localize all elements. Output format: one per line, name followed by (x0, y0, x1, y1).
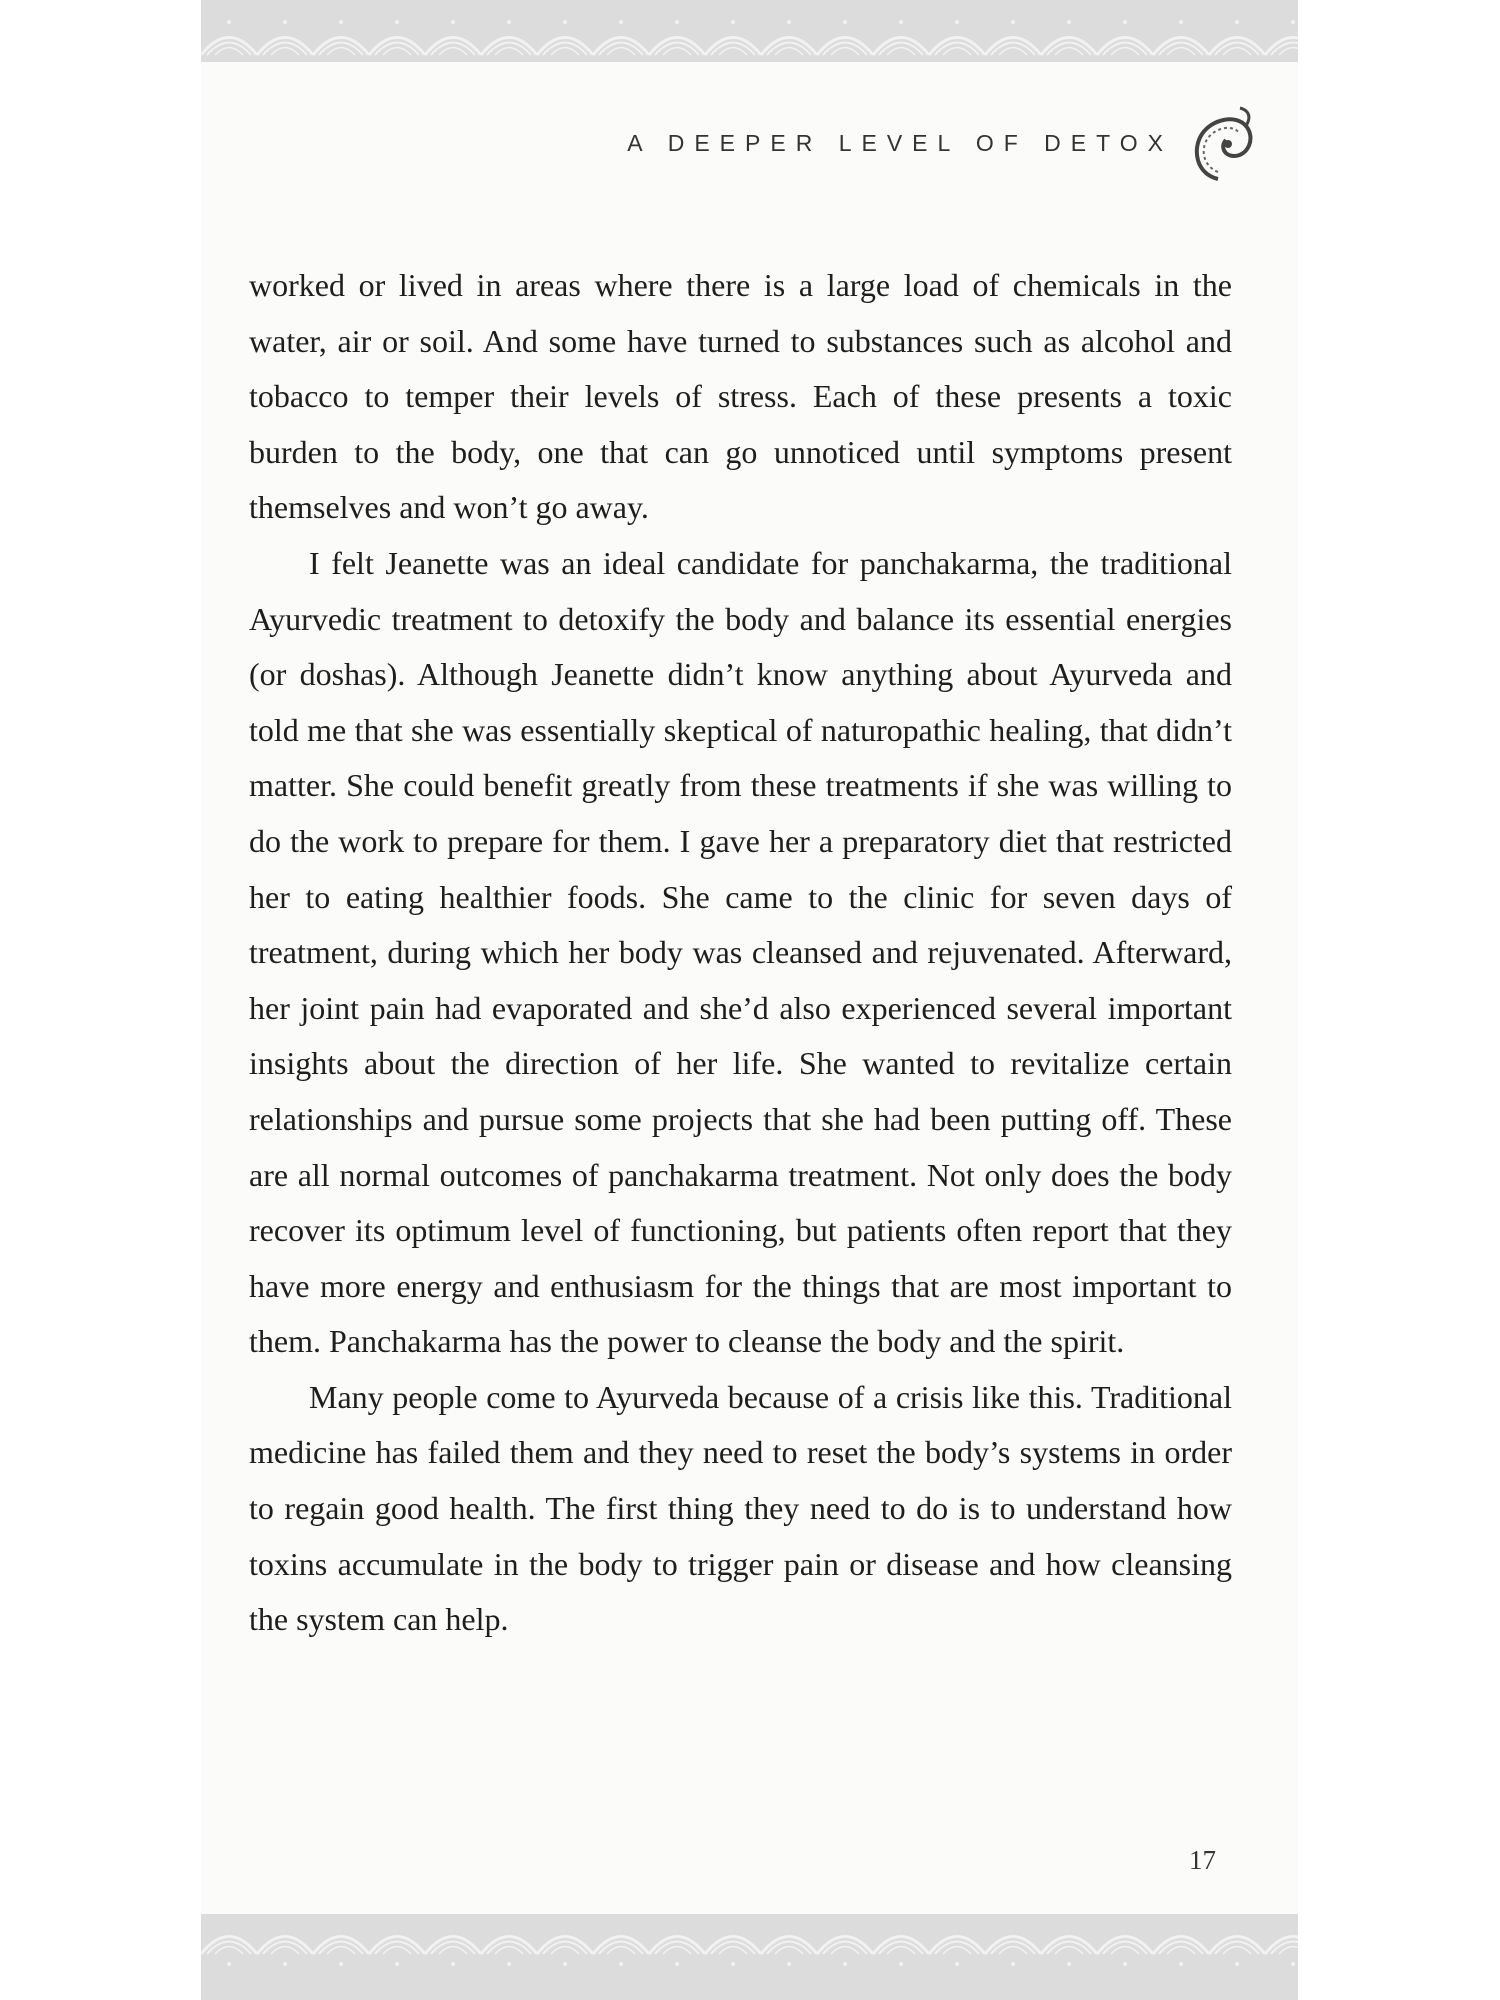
paragraph: I felt Jeanette was an ideal candidate for panchakarma, the traditional Ayurvedic treatment to detoxify the body and balance its essential energies (or doshas). Although Jeanette didn’t know anything about Ayurveda and told me that she was essentially skeptical of naturopathic healing, that didn’t matter. She could benefit greatly from these treatments if she was willing to do the work to prepare for them. I gave her a preparatory diet that restricted her to eating healthier foods. She came to the clinic for seven days of treatment, during which her body was cleansed and rejuvenated. Afterward, her joint pain had evaporated and she’d also experienced several important insights about the direction of her life. She wanted to revitalize certain relationships and pursue some projects that she had been putting off. These are all normal outcomes of panchakarma treatment. Not only does the body recover its optimum level of functioning, but patients often report that they have more energy and enthusiasm for the things that are most important to them. Panchakarma has the power to cleanse the body and the spirit. (249, 544, 1232, 1360)
paragraph: Many people come to Ayurveda because of a crisis like this. Traditional medicine has failed them and they need to reset the body’s systems in order to regain good health. The first thing they need to do is to understand how toxins accumulate in the body to trigger pain or disease and how cleansing the system can help. (249, 1378, 1232, 1638)
page-number: 17 (1189, 1845, 1216, 1875)
book-page (201, 0, 1298, 2000)
bottom-ornamental-border (201, 1914, 1298, 2000)
paisley-ornament-icon (1188, 104, 1258, 184)
top-ornamental-border (201, 0, 1298, 62)
running-head: A DEEPER LEVEL OF DETOX (627, 130, 1173, 156)
body-text (249, 258, 1232, 1648)
paragraph-continued: worked or lived in areas where there is a large load of chemicals in the water, air or soil. And some have turned to substances such as alcohol and tobacco to temper their levels of stress. Each of these presents a toxic burden to the body, one that can go unnoticed until symptoms present themselves and won’t go away. (249, 267, 1232, 526)
